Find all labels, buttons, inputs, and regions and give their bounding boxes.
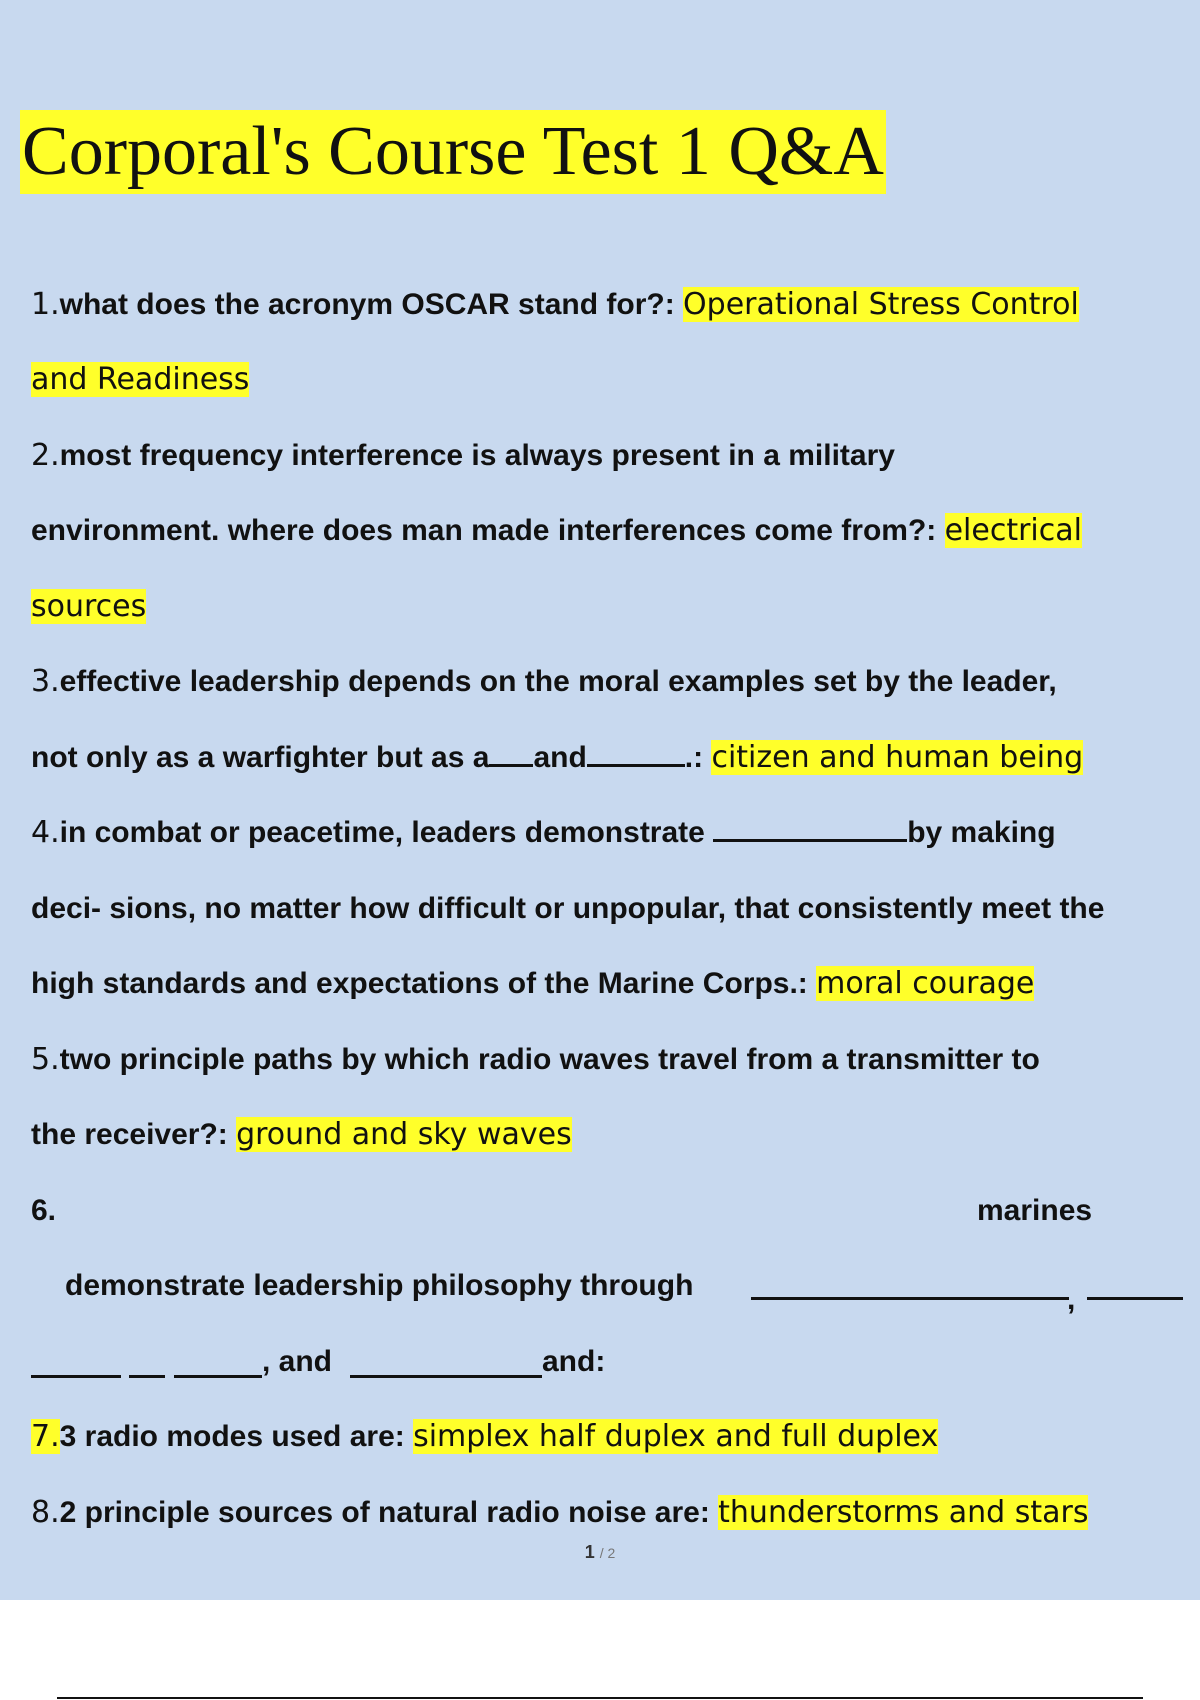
- question-6-line-1: [31, 1189, 56, 1233]
- question-1-line-2: [31, 358, 249, 402]
- question-text: effective leadership depends on the moral examples set by the leader,: [59, 665, 1057, 698]
- answer-text: electrical: [944, 513, 1082, 548]
- fill-in-blank: [350, 1375, 542, 1378]
- fill-in-blank: [713, 813, 907, 842]
- question-4-line-3: [31, 962, 1034, 1006]
- fill-in-blank: [489, 738, 533, 767]
- question-text: two principle paths by which radio waves travel from a transmitter to: [59, 1043, 1040, 1076]
- question-text: most frequency interference is always present in a military: [59, 439, 895, 472]
- comma-mark: ,: [1067, 1283, 1076, 1316]
- question-text: 3 radio modes used are:: [59, 1420, 414, 1453]
- answer-text: citizen and human being: [711, 740, 1084, 775]
- question-text: marines: [977, 1194, 1093, 1227]
- question-6-line-3a: [262, 1340, 332, 1384]
- fill-in-blank: [129, 1375, 165, 1378]
- question-6-line-2: [65, 1264, 693, 1308]
- question-number: 4.: [31, 815, 60, 850]
- question-text: and: [533, 741, 587, 774]
- question-4-line-2: [31, 887, 1104, 931]
- question-7-line-1: [31, 1415, 938, 1459]
- question-1-line-1: [31, 283, 1079, 327]
- question-text: environment. where does man made interferences come from?:: [31, 514, 945, 547]
- question-8-line-1: [31, 1491, 1088, 1535]
- answer-text: and Readiness: [31, 362, 250, 397]
- fill-in-blank: [174, 1375, 262, 1378]
- fill-in-blank: [587, 738, 685, 767]
- question-text: in combat or peacetime, leaders demonstrate: [59, 816, 714, 849]
- page-title: Corporal's Course Test 1 Q&A: [20, 110, 886, 194]
- question-text: deci- sions, no matter how difficult or unpopular, that consistently meet the: [31, 892, 1105, 925]
- answer-text: sources: [31, 589, 147, 624]
- question-5-line-2: [31, 1113, 572, 1157]
- question-3-line-2: [31, 736, 1083, 780]
- question-number: 1.: [31, 287, 60, 322]
- question-2-line-1: [31, 434, 895, 478]
- question-number: 3.: [31, 664, 60, 699]
- question-number: 7.: [31, 1419, 60, 1454]
- question-text: not only as a warfighter but as a: [31, 741, 490, 774]
- question-number: 6.: [31, 1194, 57, 1227]
- answer-text: Operational Stress Control: [683, 287, 1079, 322]
- question-number: 2.: [31, 438, 60, 473]
- fill-in-blank: [751, 1297, 1069, 1300]
- page-current: 1: [584, 1542, 595, 1562]
- bottom-divider: [57, 1697, 1143, 1699]
- question-text: 2 principle sources of natural radio noise are:: [59, 1496, 719, 1529]
- question-number: 5.: [31, 1042, 60, 1077]
- page-indicator: [0, 1542, 1200, 1563]
- question-number: 8.: [31, 1495, 60, 1530]
- question-text: high standards and expectations of the Marine Corps.:: [31, 967, 817, 1000]
- question-text: and:: [542, 1345, 606, 1378]
- answer-text: thunderstorms and stars: [718, 1495, 1089, 1530]
- fill-in-blank: [31, 1375, 121, 1378]
- page-total: / 2: [599, 1545, 616, 1561]
- question-text: by making: [907, 816, 1056, 849]
- answer-text: ground and sky waves: [236, 1117, 572, 1152]
- question-text: demonstrate leadership philosophy through: [65, 1269, 694, 1302]
- question-3-line-1: [31, 660, 1057, 704]
- question-6-line-3b: [542, 1340, 605, 1384]
- fill-in-blank: [1087, 1297, 1183, 1300]
- question-2-line-3: [31, 585, 146, 629]
- question-text: , and: [262, 1345, 333, 1378]
- question-2-line-2: [31, 509, 1082, 553]
- question-text: what does the acronym OSCAR stand for?:: [59, 288, 684, 321]
- question-5-line-1: [31, 1038, 1040, 1082]
- question-6-line-1b: [977, 1189, 1092, 1233]
- answer-text: simplex half duplex and full duplex: [413, 1419, 939, 1454]
- question-text: the receiver?:: [31, 1118, 237, 1151]
- answer-text: moral courage: [816, 966, 1035, 1001]
- question-text: .:: [684, 741, 712, 774]
- question-4-line-1: [31, 811, 1056, 855]
